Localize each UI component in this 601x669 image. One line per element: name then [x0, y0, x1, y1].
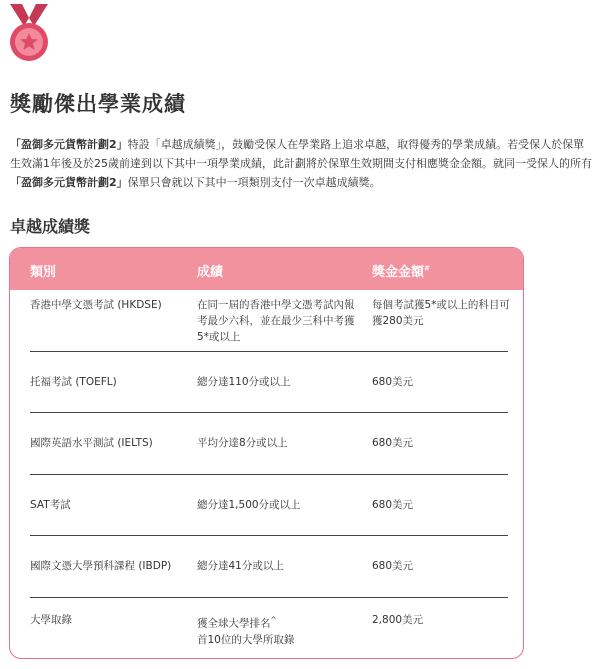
header-amount [372, 261, 430, 280]
header-category: 類別 [30, 265, 57, 280]
ranking-mark: ^ [270, 616, 277, 624]
row-achievement-line1: 獲全球大學排名 [197, 617, 271, 630]
award-table [9, 247, 524, 659]
row-divider [30, 351, 508, 352]
row-category: 國際文憑大學預科課程 (IBDP) [30, 560, 172, 572]
header-amount-label: 獎金金額 [372, 265, 425, 280]
row-category: SAT考試 [30, 499, 71, 511]
row-amount: 2,800美元 [372, 614, 424, 626]
page-title: 獎勵傑出學業成績 [10, 92, 186, 116]
row-amount: 680美元 [372, 376, 414, 388]
row-achievement: 平均分達8分或以上 [197, 437, 288, 449]
row-achievement: 在同一屆的香港中學文憑考試內報考最少六科，並在最少三科中考獲5*或以上 [197, 299, 355, 343]
row-amount: 680美元 [372, 437, 414, 449]
row-divider [30, 474, 508, 475]
row-achievement-line2: 首10位的大學所取錄 [197, 633, 295, 646]
row-amount: 680美元 [372, 560, 414, 572]
row-category: 大學取錄 [30, 614, 72, 626]
row-category: 國際英語水平測試 (IELTS) [30, 437, 153, 449]
row-category: 托福考試 (TOEFL) [30, 376, 117, 388]
row-amount: 每個考試獲5*或以上的科目可獲280美元 [372, 299, 510, 327]
row-achievement [197, 612, 362, 648]
row-achievement: 總分達1,500分或以上 [197, 499, 301, 511]
plan-name: 「盈御多元貨幣計劃2」 [10, 138, 128, 151]
section-title: 卓越成績獎 [10, 217, 91, 236]
row-achievement: 總分達41分或以上 [197, 560, 284, 572]
plan-name-2: 「盈御多元貨幣計劃2」 [10, 176, 128, 189]
header-amount-mark: # [424, 264, 430, 273]
table-header [10, 248, 523, 290]
intro-paragraph [10, 135, 595, 192]
row-amount: 680美元 [372, 499, 414, 511]
intro-text-1: 特設「卓越成績獎」，鼓勵受保人在學業路上追求卓越，取得優秀的學業成績。若受保人於保單生效滿1年後及於25歲前達到以下其中一項學業成績，此計劃將於保單生效期間支付相應獎金金額。就同一受保人的所有 [10, 138, 592, 170]
row-achievement: 總分達110分或以上 [197, 376, 291, 388]
row-category: 香港中學文憑考試 (HKDSE) [30, 299, 162, 311]
medal-icon [6, 4, 52, 62]
row-divider [30, 412, 508, 413]
row-divider [30, 535, 508, 536]
header-achievement: 成績 [197, 265, 224, 280]
intro-text-2: 保單只會就以下其中一項類別支付一次卓越成績獎。 [127, 176, 381, 189]
row-divider [30, 597, 508, 598]
